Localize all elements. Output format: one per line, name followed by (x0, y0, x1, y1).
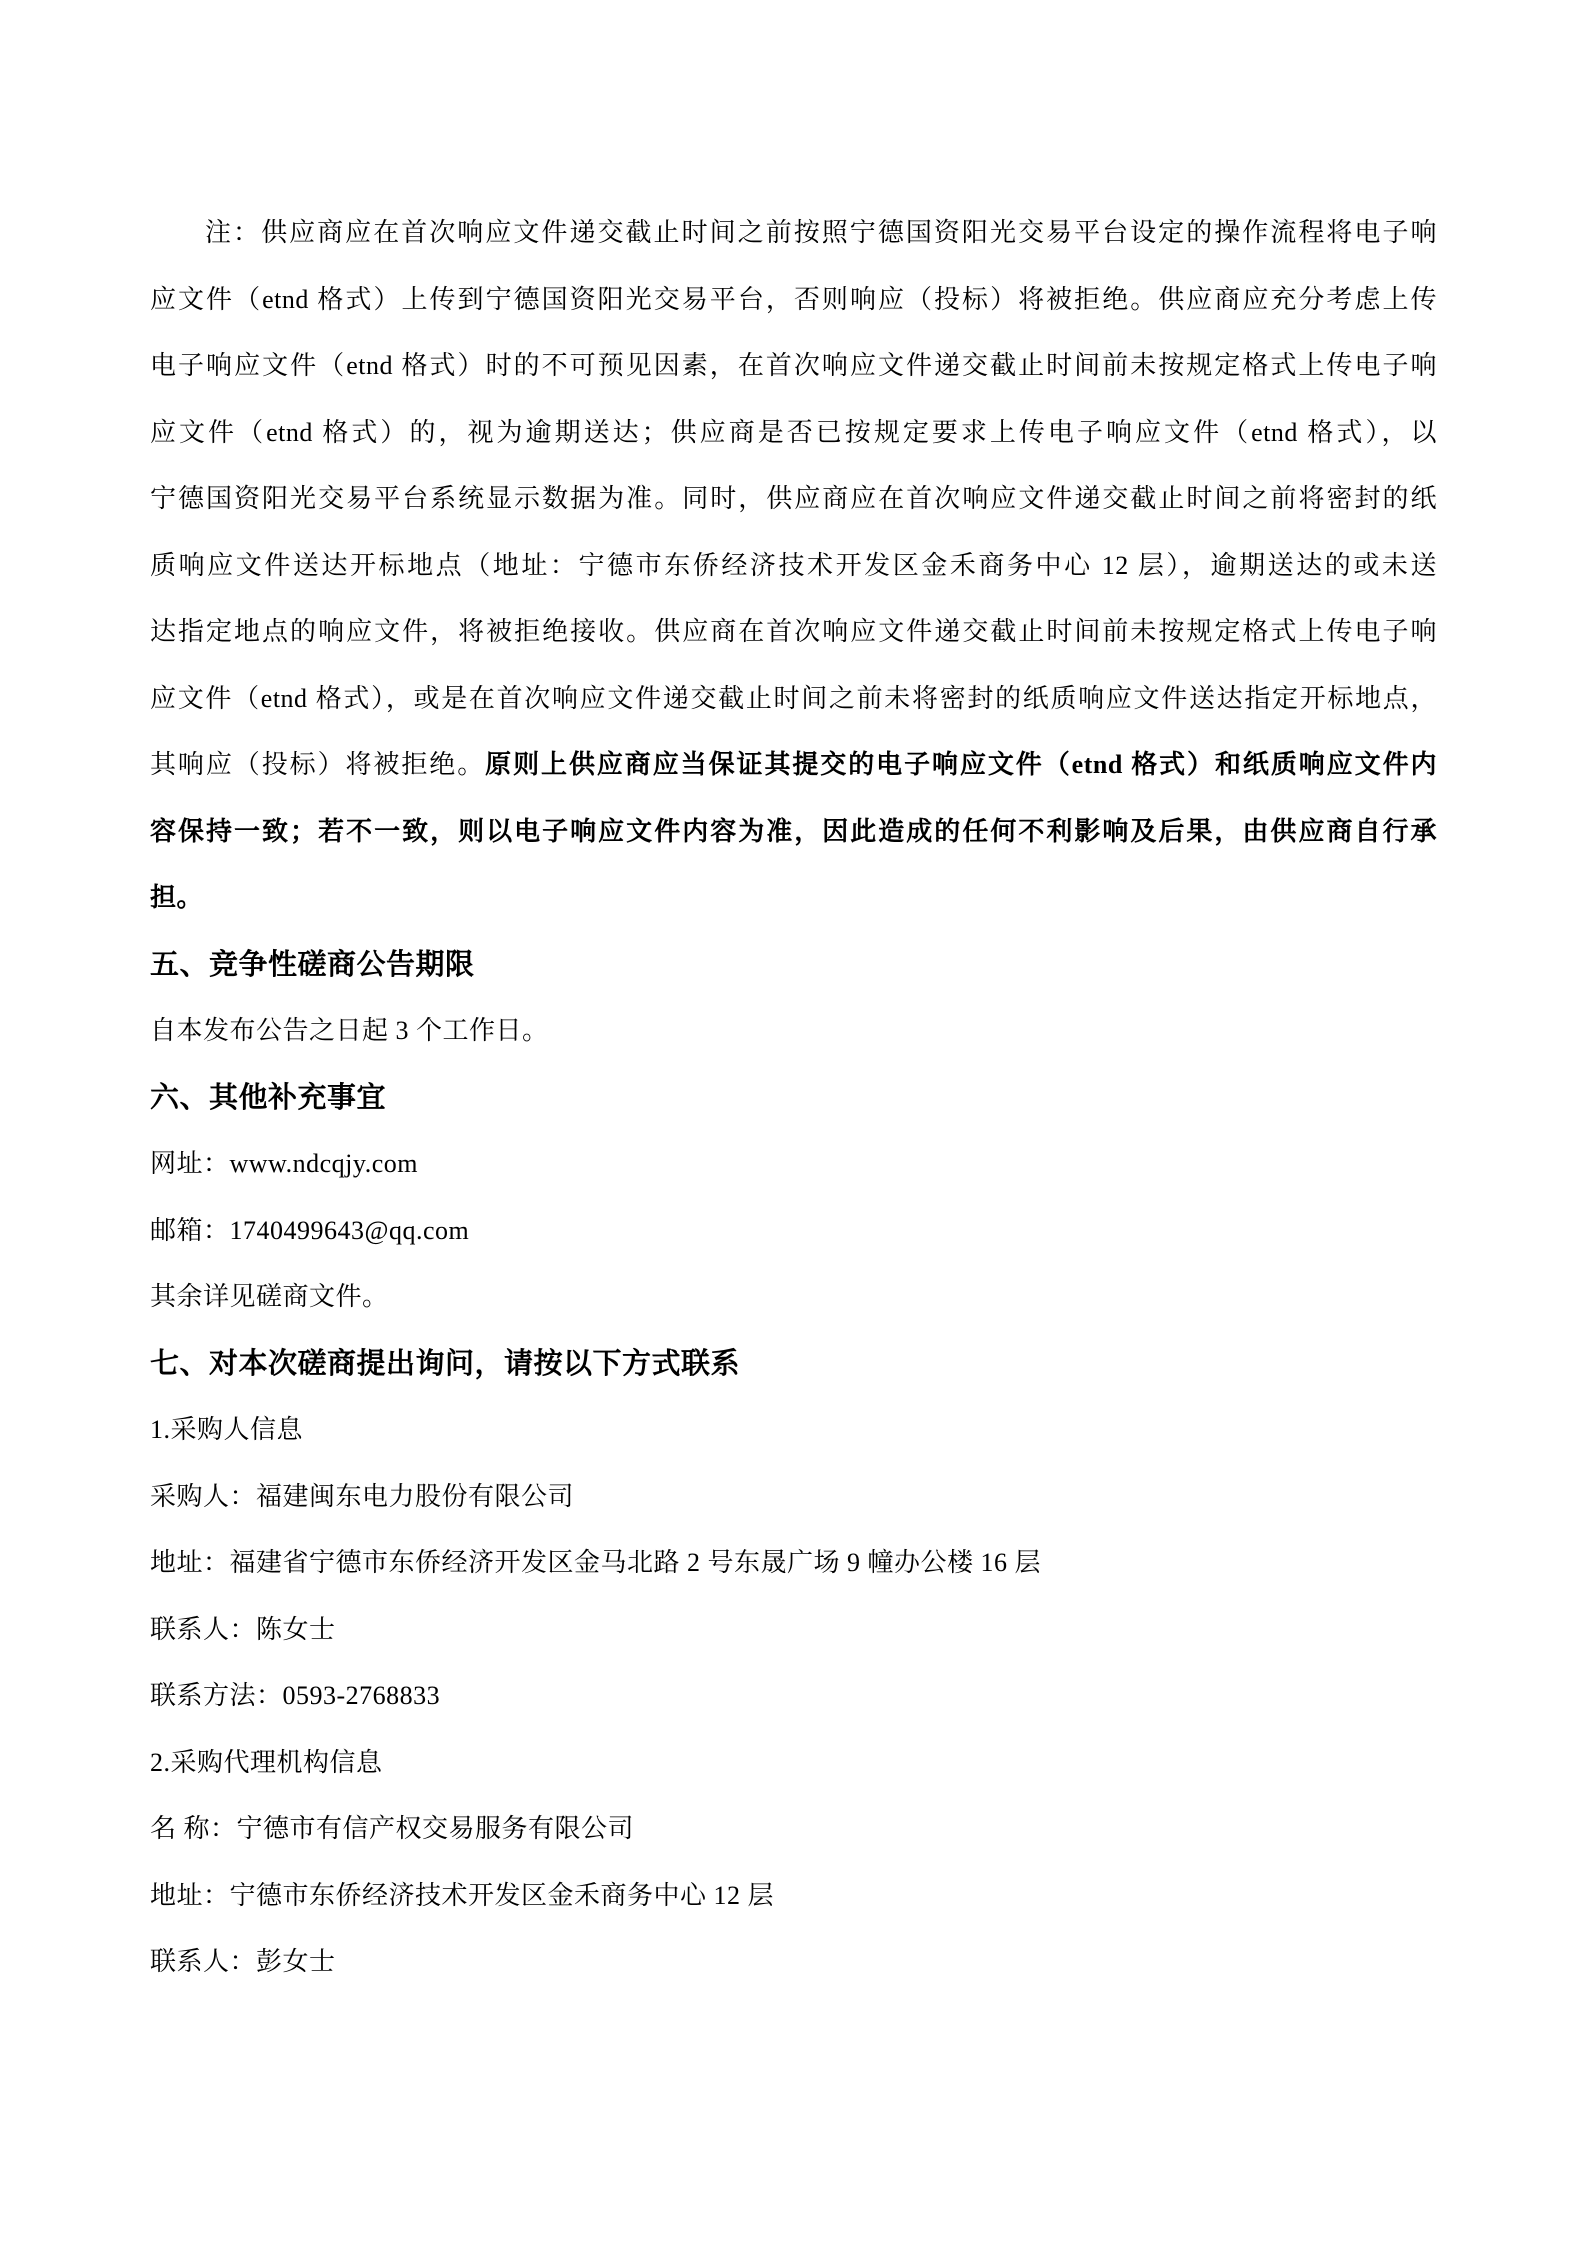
note-text-regular: 注：供应商应在首次响应文件递交截止时间之前按照宁德国资阳光交易平台设定的操作流程将电子响 (205, 218, 1437, 247)
agency-info-title: 2.采购代理机构信息 (150, 1747, 383, 1777)
purchaser-name-line: 采购人：福建闽东电力股份有限公司 (150, 1481, 575, 1511)
note-paragraph (150, 200, 1437, 932)
purchaser-contact-line: 联系人：陈女士 (150, 1614, 336, 1644)
note-text-bold: 原则上供应商应当保证其提交的电子响应文件（etnd 格式）和纸质响应文件内 (485, 750, 1437, 779)
purchaser-info-title: 1.采购人信息 (150, 1415, 304, 1444)
note-text-regular: 达指定地点的响应文件，将被拒绝接收。供应商在首次响应文件递交截止时间前未按规定格式上传电子响 (150, 617, 1437, 646)
agency-contact-line: 联系人：彭女士 (150, 1947, 336, 1976)
agency-info (150, 1730, 1437, 1996)
section-5-heading: 五、竞争性磋商公告期限 (150, 948, 475, 981)
note-line (150, 400, 1437, 467)
email-line: 邮箱：1740499643@qq.com (150, 1215, 470, 1245)
note-text-regular: 应文件（etnd 格式）上传到宁德国资阳光交易平台，否则响应（投标）将被拒绝。供应商应充分考虑上传 (150, 284, 1437, 314)
note-line (150, 333, 1437, 400)
note-line (150, 799, 1437, 866)
note-text-bold: 担。 (150, 883, 204, 912)
note-text-regular: 电子响应文件（etnd 格式）时的不可预见因素，在首次响应文件递交截止时间前未按规定格式上传电子响 (150, 351, 1437, 380)
note-text-regular: 宁德国资阳光交易平台系统显示数据为准。同时，供应商应在首次响应文件递交截止时间之前将密封的纸 (150, 484, 1437, 513)
section-6-heading: 六、其他补充事宜 (150, 1081, 387, 1114)
purchaser-address-line: 地址：福建省宁德市东侨经济开发区金马北路 2 号东晟广场 9 幢办公楼 16 层 (150, 1548, 1042, 1577)
note-text-regular: 质响应文件送达开标地点（地址：宁德市东侨经济技术开发区金禾商务中心 12 层），逾期送达的或未送 (150, 550, 1437, 580)
website-line: 网址：www.ndcqjy.com (150, 1149, 418, 1178)
note-line (150, 666, 1437, 733)
note-text-bold: 容保持一致；若不一致，则以电子响应文件内容为准，因此造成的任何不利影响及后果，由供应商自行承 (150, 816, 1437, 846)
note-line (150, 865, 1437, 932)
announcement-period-text: 自本发布公告之日起 3 个工作日。 (150, 1016, 549, 1045)
purchaser-phone-line: 联系方法：0593-2768833 (150, 1681, 441, 1710)
note-line (150, 200, 1437, 267)
agency-name-line: 名 称：宁德市有信产权交易服务有限公司 (150, 1814, 635, 1843)
note-line (150, 533, 1437, 600)
note-line (150, 267, 1437, 334)
note-text-regular: 其响应（投标）将被拒绝。 (150, 750, 486, 779)
note-line (150, 466, 1437, 533)
other-details-line: 其余详见磋商文件。 (150, 1282, 389, 1311)
agency-address-line: 地址：宁德市东侨经济技术开发区金禾商务中心 12 层 (150, 1880, 775, 1910)
note-text-regular: 应文件（etnd 格式）的，视为逾期送达；供应商是否已按规定要求上传电子响应文件（etnd 格式），以 (150, 417, 1437, 447)
note-line (150, 732, 1437, 799)
note-text-regular: 应文件（etnd 格式），或是在首次响应文件递交截止时间之前未将密封的纸质响应文件送达指定开标地点， (150, 683, 1437, 713)
purchaser-info (150, 1397, 1437, 1730)
note-line (150, 599, 1437, 666)
section-7-heading: 七、对本次磋商提出询问，请按以下方式联系 (150, 1347, 741, 1380)
